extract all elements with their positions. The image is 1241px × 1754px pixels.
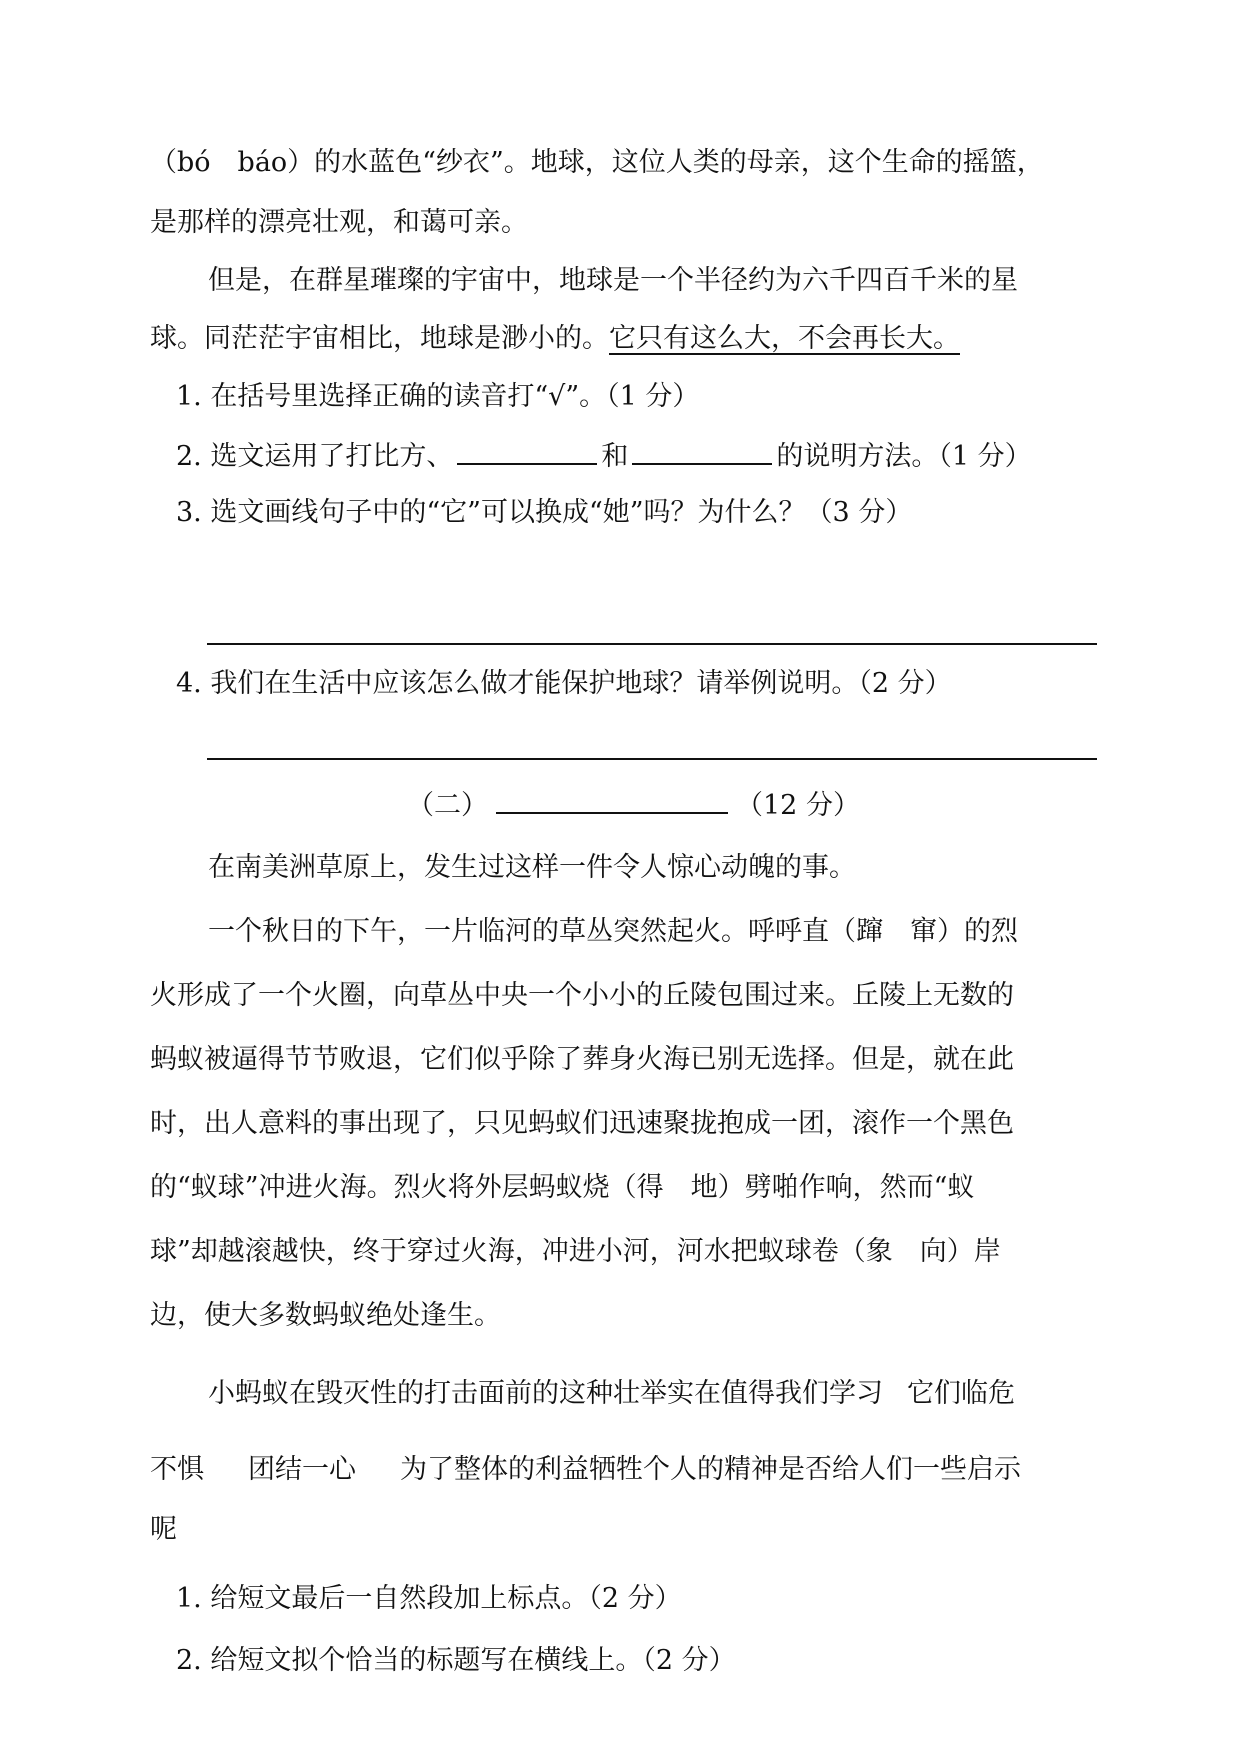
passage2-p1: 在南美洲草原上，发生过这样一件令人惊心动魄的事。 <box>208 852 856 883</box>
passage2-p3-line3: 呢 <box>150 1514 177 1545</box>
passage2-p2-line1: 一个秋日的下午，一片临河的草丛突然起火。呼呼直（蹿 窜）的烈 <box>208 916 1018 947</box>
answer-blank-2[interactable] <box>632 435 772 465</box>
passage2-p3-line2 <box>150 1450 1021 1490</box>
section2-heading <box>407 784 860 826</box>
passage1-line4 <box>150 319 960 359</box>
passage1-line4-plain: 球。同茫茫宇宙相比，地球是渺小的。 <box>150 323 609 354</box>
passage2-p3-line2-a: 不惧 <box>150 1454 204 1485</box>
title-blank[interactable] <box>496 784 728 814</box>
passage2-p2-line5: 的“蚁球”冲进火海。烈火将外层蚂蚁烧（得 地）劈啪作响，然而“蚁 <box>150 1172 975 1203</box>
passage2-p2-line2: 火形成了一个火圈，向草丛中央一个小小的丘陵包围过来。丘陵上无数的 <box>150 980 1014 1011</box>
passage2-p2-line6: 球”却越滚越快，终于穿过火海，冲进小河，河水把蚁球卷（象 向）岸 <box>150 1236 1001 1267</box>
passage2-p2-line4: 时，出人意料的事出现了，只见蚂蚁们迅速聚拢抱成一团，滚作一个黑色 <box>150 1108 1014 1139</box>
question-1-2-part-a: 2. 选文运用了打比方、 <box>176 441 454 472</box>
passage2-p3-line1-a: 小蚂蚁在毁灭性的打击面前的这种壮举实在值得我们学习 <box>208 1378 883 1409</box>
question-1-3: 3. 选文画线句子中的“它”可以换成“她”吗？为什么？（3 分） <box>176 497 913 528</box>
passage2-p2-line3: 蚂蚁被逼得节节败退，它们似乎除了葬身火海已别无选择。但是，就在此 <box>150 1044 1014 1075</box>
passage2-p2-line7: 边，使大多数蚂蚁绝处逢生。 <box>150 1300 501 1331</box>
answer-line-q4[interactable] <box>207 758 1097 760</box>
question-1-2-part-b: 和 <box>601 441 629 472</box>
underlined-sentence: 它只有这么大，不会再长大。 <box>609 323 960 354</box>
section2-heading-score: （12 分） <box>736 790 860 821</box>
question-1-2-part-c: 的说明方法。（1 分） <box>776 441 1032 472</box>
question-2-1: 1. 给短文最后一自然段加上标点。（2 分） <box>176 1583 682 1614</box>
passage2-p3-line2-c: 为了整体的利益牺牲个人的精神是否给人们一些启示 <box>400 1454 1021 1485</box>
passage2-p3-line1 <box>208 1374 1015 1414</box>
passage2-p3-line1-b: 它们临危 <box>907 1378 1015 1409</box>
passage1-line2: 是那样的漂亮壮观，和蔼可亲。 <box>150 207 528 238</box>
section2-heading-number: （二） <box>407 790 488 821</box>
question-2-2: 2. 给短文拟个恰当的标题写在横线上。（2 分） <box>176 1645 736 1676</box>
answer-line-q3[interactable] <box>207 643 1097 645</box>
passage2-p3-line2-b: 团结一心 <box>248 1454 356 1485</box>
question-1-4: 4. 我们在生活中应该怎么做才能保护地球？请举例说明。（2 分） <box>176 668 952 699</box>
passage1-line3: 但是，在群星璀璨的宇宙中，地球是一个半径约为六千四百千米的星 <box>208 265 1018 296</box>
answer-blank-1[interactable] <box>457 435 597 465</box>
passage1-line1: （bó báo）的水蓝色“纱衣”。地球，这位人类的母亲，这个生命的摇篮， <box>150 147 1044 178</box>
question-1-2 <box>176 435 1032 477</box>
question-1-1: 1. 在括号里选择正确的读音打“√”。（1 分） <box>176 381 700 412</box>
